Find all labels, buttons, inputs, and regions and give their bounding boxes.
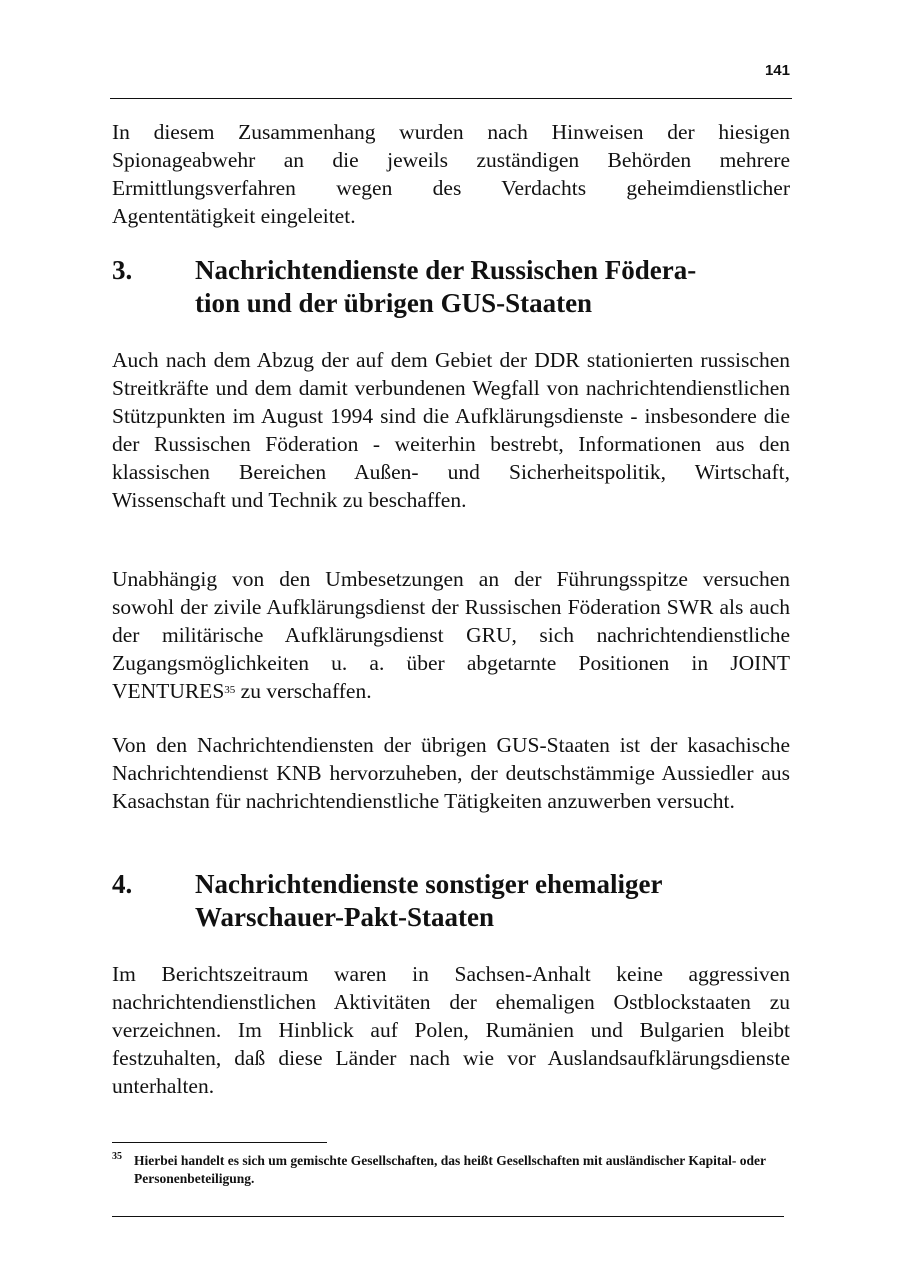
footnote-rule	[112, 1142, 327, 1143]
section-number: 4.	[112, 869, 133, 899]
paragraph-eastern-bloc: Im Berichtszeitraum waren in Sachsen-Anhalt keine aggressiven nachrichtendienstlichen Aktivitäten der ehemaligen Ostblockstaaten zu verzeichnen. Im Hinblick auf Polen, Rumänien und Bulgarien bleibt festzuhalten, daß diese Länder nach wie vor Auslandsaufklärungsdienste unterhalten.	[112, 962, 790, 1098]
paragraph-text: Unabhängig von den Umbesetzungen an der Führungsspitze versuchen sowohl der zivile Aufklärungsdienst der Russischen Föderation SWR als auch der militärische Aufklärungsdienst GRU, sich nachrichtendienstliche Zugangsmöglichkeiten u. a. über abgetarnte Positionen in JOINT VENTURES	[112, 567, 790, 703]
page-number: 141	[764, 62, 790, 79]
bottom-rule	[112, 1216, 784, 1217]
section-number: 3.	[112, 255, 133, 285]
section-title-line: tion und der übrigen GUS-Staaten	[195, 288, 593, 318]
paragraph-text: zu verschaffen.	[235, 679, 372, 703]
header-rule	[110, 98, 792, 99]
paragraph-svr-gru	[112, 565, 790, 705]
section-title-line: Warschauer-Pakt-Staaten	[195, 902, 494, 932]
section-title	[195, 254, 795, 320]
section-title-line: Nachrichtendienste der Russischen Födera-	[195, 255, 697, 285]
footnote-reference: 35	[224, 684, 236, 696]
paragraph-russia: Auch nach dem Abzug der auf dem Gebiet der DDR stationierten russischen Streitkräfte und dem damit verbundenen Wegfall von nachrichtendienstlichen Stützpunkten im August 1994 sind die Aufklärungsdienste - insbesondere die der Russischen Föderation - weiterhin bestrebt, Informationen aus den klassischen Bereichen Außen- und Sicherheitspolitik, Wirtschaft, Wissenschaft und Technik zu beschaffen.	[112, 348, 790, 512]
section-title	[195, 868, 795, 934]
footnote-text: Hierbei handelt es sich um gemischte Gesellschaften, das heißt Gesellschaften mit ausländischer Kapital- oder Personenbeteiligung.	[134, 1153, 766, 1186]
section-title-line: Nachrichtendienste sonstiger ehemaliger	[195, 869, 663, 899]
paragraph-intro: In diesem Zusammenhang wurden nach Hinweisen der hiesigen Spionageabwehr an die jeweils zuständigen Behörden mehrere Ermittlungsverfahren wegen des Verdachts geheimdienstlicher Agententätigkeit eingeleitet.	[112, 120, 790, 228]
footnote-mark: 35	[112, 1151, 122, 1162]
paragraph-knb: Von den Nachrichtendiensten der übrigen GUS-Staaten ist der kasachische Nachrichtendienst KNB hervorzuheben, der deutschstämmige Aussiedler aus Kasachstan für nachrichtendienstliche Tätigkeiten anzuwerben versucht.	[112, 733, 790, 813]
